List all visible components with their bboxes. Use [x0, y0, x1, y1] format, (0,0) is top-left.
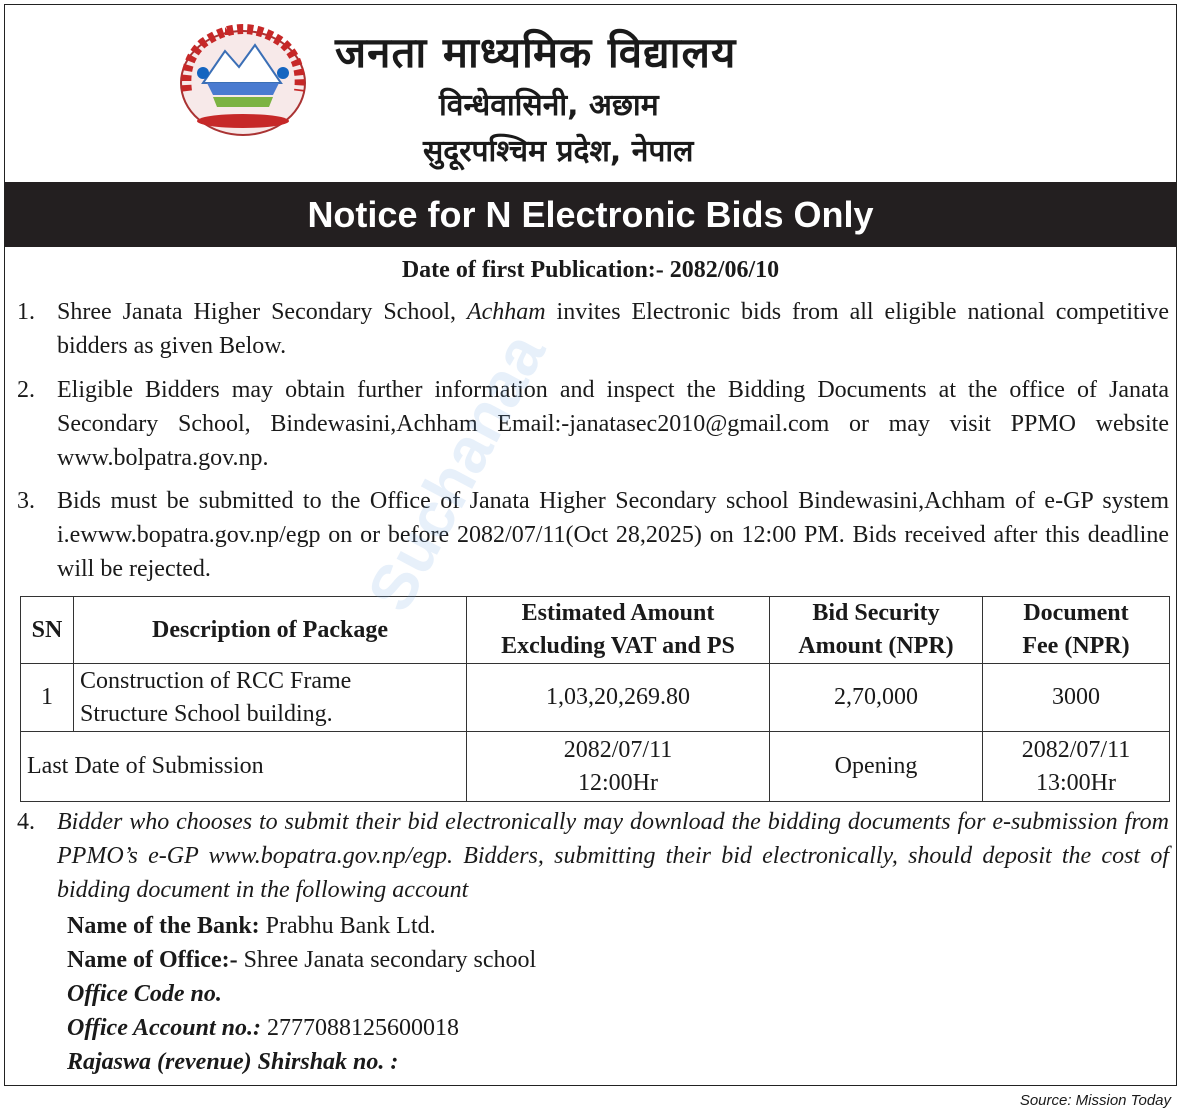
rajaswa-line: Rajaswa (revenue) Shirshak no. : [67, 1049, 399, 1075]
school-name: जनता माध्यमिक विद्यालय [335, 28, 737, 77]
table-row-deadline [21, 732, 1170, 802]
school-province: सुदूरपश्चिम प्रदेश, नेपाल [423, 134, 694, 169]
cell-sn: 1 [21, 664, 74, 732]
header-sn: SN [21, 597, 74, 664]
publication-date: Date of first Publication:- 2082/06/10 [401, 257, 780, 283]
notice-frame [4, 4, 1177, 1086]
header-doc-fee: Document Fee (NPR) [983, 597, 1170, 664]
cell-opening-label: Opening [770, 732, 983, 802]
point-3 [11, 484, 1169, 586]
office-account-line: Office Account no.: 2777088125600018 [67, 1015, 459, 1041]
point-text: Eligible Bidders may obtain further information and inspect the Bidding Documents at the office of Janata Secondary School, Bindewasini,Achham Email:-janatasec2010@gmail.com or may visit PPMO website www.bolpatra.gov.np. [57, 377, 1169, 471]
point-number: 1. [17, 299, 35, 325]
table-row [21, 664, 1170, 732]
point-number: 2. [17, 377, 35, 403]
cell-doc-fee: 3000 [983, 664, 1170, 732]
notice-title: Notice for N Electronic Bids Only [5, 182, 1176, 247]
cell-estimated: 1,03,20,269.80 [467, 664, 770, 732]
header-estimated: Estimated Amount Excluding VAT and PS [467, 597, 770, 664]
bids-table [20, 596, 1170, 802]
cell-submission-date: 2082/07/11 12:00Hr [467, 732, 770, 802]
point-1 [11, 295, 1169, 363]
point-text: Bidder who chooses to submit their bid electronically may download the bidding documents for e-submission from PPMO’s e-GP www.bopatra.gov.np/egp. Bidders, submitting their bid electronically, should deposit the cost of bidding document in the following account [57, 809, 1169, 903]
point-text: Bids must be submitted to the Office of Janata Higher Secondary school Bindewasini,Achham of e-GP system i.ewww.bopatra.gov.np/egp on or before 2082/07/11(Oct 28,2025) on 12:00 PM. Bids received after this deadline will be rejected. [57, 488, 1169, 582]
point-4 [11, 805, 1169, 907]
table-header-row [21, 597, 1170, 664]
point-text: Shree Janata Higher Secondary School, Achham invites Electronic bids from all eligible national competitive bidders as given Below. [57, 299, 1170, 359]
point-number: 3. [17, 488, 35, 514]
cell-last-date-label: Last Date of Submission [21, 732, 467, 802]
office-name-line: Name of Office:- Shree Janata secondary school [67, 947, 537, 973]
bank-name-line: Name of the Bank: Prabhu Bank Ltd. [67, 913, 436, 939]
nepal-emblem-icon [173, 21, 313, 139]
school-address: विन्धेवासिनी, अछाम [439, 88, 659, 123]
cell-description: Construction of RCC Frame Structure School building. [74, 664, 467, 732]
header-description: Description of Package [74, 597, 467, 664]
notice-header [5, 5, 1176, 181]
header-bid-security: Bid Security Amount (NPR) [770, 597, 983, 664]
cell-bid-security: 2,70,000 [770, 664, 983, 732]
source-credit: Source: Mission Today [1019, 1092, 1171, 1109]
office-code-line: Office Code no. [67, 981, 222, 1007]
watermark: Suchanaa [353, 321, 559, 623]
point-2 [11, 373, 1169, 475]
cell-opening-date: 2082/07/11 13:00Hr [983, 732, 1170, 802]
point-number: 4. [17, 809, 35, 835]
